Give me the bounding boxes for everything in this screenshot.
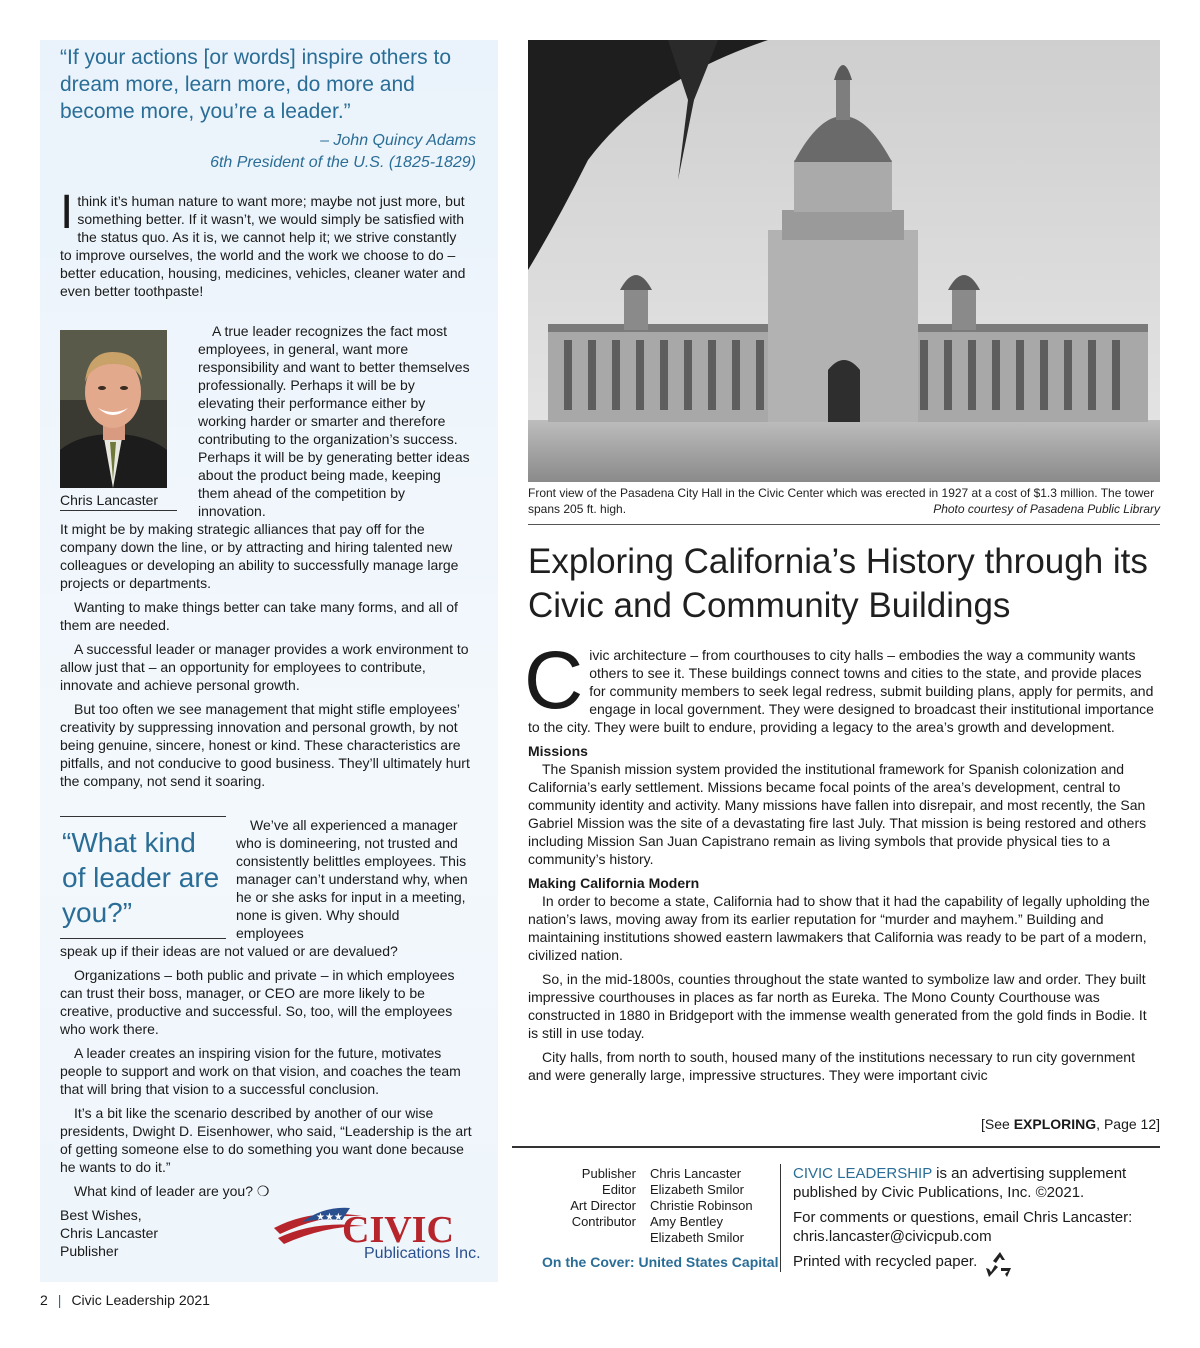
quote-author: – John Quincy Adams xyxy=(320,132,476,149)
divider xyxy=(528,524,1160,525)
masthead xyxy=(540,1166,770,1246)
author-photo xyxy=(60,330,167,488)
svg-text:★★★: ★★★ xyxy=(316,1212,343,1223)
article-paragraph: City halls, from north to south, housed many of the institutions necessary to run city government and were generally large, impressive structures. They were important civic xyxy=(528,1049,1135,1083)
masthead-row xyxy=(540,1166,770,1182)
letter-intro xyxy=(60,186,470,306)
photo-description: Front view of the Pasadena City Hall in the Civic Center which was erected in 1927 at a cost of $1.3 million. The tower spans 205 ft. high. xyxy=(528,486,1155,516)
divider xyxy=(512,1146,1160,1148)
masthead-row xyxy=(540,1214,770,1230)
footer-separator: | xyxy=(57,1292,62,1308)
logo-sub: Publications Inc. xyxy=(364,1245,481,1262)
photo-caption-block xyxy=(528,485,1160,517)
recycled-note: Printed with recycled paper. xyxy=(793,1253,978,1270)
masthead-role: Editor xyxy=(602,1182,636,1197)
pull-quote: “What kind of leader are you?” xyxy=(60,816,226,939)
article-paragraph: In order to become a state, California had to show that it had the capability of legally upholding the nation’s laws, moving away from its earlier reputation for “murder and mayhem.” Building and maintaining institutions showed eastern lawmakers that California was ready to be part of a modern, civilized nation. xyxy=(528,893,1150,963)
letter-wrap-text-2 xyxy=(236,816,470,948)
masthead-role xyxy=(540,1230,650,1246)
section-heading: Making California Modern xyxy=(528,875,700,891)
masthead-role: Publisher xyxy=(581,1166,636,1181)
letter-paragraph: A leader creates an inspiring vision for the future, motivates people to support and work on that vision, and coaches the team that will bring that vision to a successful conclusion. xyxy=(60,1045,461,1097)
recycle-icon xyxy=(984,1250,1016,1280)
photo-credit: Photo courtesy of Pasadena Public Library xyxy=(933,502,1160,516)
drop-cap: C xyxy=(524,635,584,726)
cover-note: On the Cover: United States Capital xyxy=(542,1254,779,1270)
letter-wrap-text xyxy=(198,322,470,526)
masthead-name: Amy Bentley xyxy=(650,1214,723,1229)
see-prefix: [See xyxy=(981,1116,1014,1132)
letter-paragraph: But too often we see management that might stifle employees’ creativity by suppressing innovation and personal growth, by not being genuine, sincere, honest or kind. These characteristics are pitfalls, and not conducive to good business. They’ll ultimately hurt the company, not send it soaring. xyxy=(60,701,470,789)
page-number: 2 xyxy=(40,1292,48,1308)
quote-author-title: 6th President of the U.S. (1825-1829) xyxy=(210,154,476,171)
brand-name: CIVIC LEADERSHIP xyxy=(793,1165,932,1182)
see-target: EXPLORING xyxy=(1013,1116,1097,1132)
logo-word: CIVIC xyxy=(342,1209,454,1251)
article-paragraph: So, in the mid-1800s, counties throughout the state wanted to symbolize law and order. They built impressive courthouses in places as far north as Eureka. The Mono County Courthouse was constructed in 1880 in Bridgeport with the immense wealth generated from the gold finds in Bodie. It is still in use today. xyxy=(528,971,1147,1041)
masthead-row xyxy=(540,1182,770,1198)
letter-body xyxy=(60,520,478,796)
article-body xyxy=(524,635,1160,1090)
letter-closing-question: What kind of leader are you? ❍ xyxy=(74,1183,270,1199)
masthead-name: Chris Lancaster xyxy=(650,1166,742,1181)
publication-info xyxy=(793,1164,1153,1277)
letter-paragraph: It might be by making strategic alliances that pay off for the company down the line, or by attracting and hiring talented new colleagues or developing an ability to successfully manage large projects or departments. xyxy=(60,521,459,591)
masthead-role: Art Director xyxy=(570,1198,636,1213)
sign-off: Best Wishes, xyxy=(60,1207,142,1223)
opening-quote: “If your actions [or words] inspire others to dream more, learn more, do more and become more, you’re a leader.” xyxy=(60,46,451,123)
city-hall-photo xyxy=(528,40,1160,482)
letter-paragraph: We’ve all experienced a manager who is domineering, not trusted and consistently belittles employees. This manager can’t understand why, when he or she asks for input in a meeting, none is given. Why should employees xyxy=(236,817,468,941)
masthead-row xyxy=(540,1230,770,1246)
letter-paragraph: Wanting to make things better can take many forms, and all of them are needed. xyxy=(60,599,458,633)
letter-paragraph: Organizations – both public and private – in which employees can trust their boss, manager, or CEO are more likely to be creative, productive and successful. So, too, will the employees who work there. xyxy=(60,967,455,1037)
contact-info[interactable]: For comments or questions, email Chris Lancaster: chris.lancaster@civicpub.com xyxy=(793,1209,1133,1245)
footer-title: Civic Leadership 2021 xyxy=(71,1292,210,1308)
masthead-name: Elizabeth Smilor xyxy=(650,1230,744,1245)
editorial-panel xyxy=(40,40,498,1282)
masthead-name: Elizabeth Smilor xyxy=(650,1182,744,1197)
letter-paragraph: A successful leader or manager provides a work environment to allow just that – an opportunity for employees to contribute, innovate and achieve personal growth. xyxy=(60,641,469,693)
letter-paragraph: speak up if their ideas are not valued or are devalued? xyxy=(60,943,398,959)
masthead-row xyxy=(540,1198,770,1214)
supplement-note: is an advertising supplement published by Civic Publications, Inc. ©2021. xyxy=(793,1165,1127,1201)
divider xyxy=(780,1164,781,1272)
quote-attribution xyxy=(210,130,476,174)
letter-paragraph: A true leader recognizes the fact most employees, in general, want more responsibility and want to better themselves professionally. Perhaps it will be by elevating their performance either by working harder or smarter and therefore contributing to the organization’s success. Perhaps it will be by generating better ideas about the product being made, keeping them ahead of the competition by innovation. xyxy=(198,323,470,519)
civic-publications-logo xyxy=(272,1198,492,1266)
letter-paragraph: think it’s human nature to want more; maybe not just more, but something better. If it wasn’t, we would simply be satisfied with the status quo. As it is, we cannot help it; we strive constantly to improve ourselves, the world and the work we choose to do – better education, housing, medicines, vehicles, cleaner water and even better toothpaste! xyxy=(60,193,466,299)
masthead-role: Contributor xyxy=(571,1214,636,1229)
page-footer xyxy=(40,1292,210,1308)
drop-cap: I xyxy=(60,186,74,239)
section-heading: Missions xyxy=(528,743,588,759)
sign-name: Chris Lancaster xyxy=(60,1225,159,1241)
masthead-name: Christie Robinson xyxy=(650,1198,753,1213)
article-headline: Exploring California’s History through its Civic and Community Buildings xyxy=(528,542,1148,625)
see-page: , Page 12] xyxy=(1096,1116,1160,1132)
article-paragraph: ivic architecture – from courthouses to city halls – embodies the way a community wants others to see it. These buildings connect towns and cities to the state, and provide places for community members to seek legal redress, submit building plans, apply for permits, and engage in local government. They were designed to broadcast their institutional importance to the city. They were built to endure, providing a legacy to the area’s growth and development. xyxy=(528,647,1154,735)
article-paragraph: The Spanish mission system provided the institutional framework for Spanish colonization and California’s early settlement. Missions became focal points of the area’s development, central to community identity and activity. Many missions have fallen into disrepair, and most recently, the San Gabriel Mission was the site of a devastating fire last July. That mission is being restored and others including Mission San Juan Capistrano remain as living symbols that provide physical ties to a community’s history. xyxy=(528,761,1147,867)
letter-paragraph: It’s a bit like the scenario described by another of our wise presidents, Dwight D. Eisenhower, who said, “Leadership is the art of getting someone else to do something you want done because he wants to do it.” xyxy=(60,1105,472,1175)
sign-title: Publisher xyxy=(60,1243,119,1259)
photo-caption: Chris Lancaster xyxy=(60,492,177,511)
continued-reference[interactable] xyxy=(981,1116,1160,1132)
